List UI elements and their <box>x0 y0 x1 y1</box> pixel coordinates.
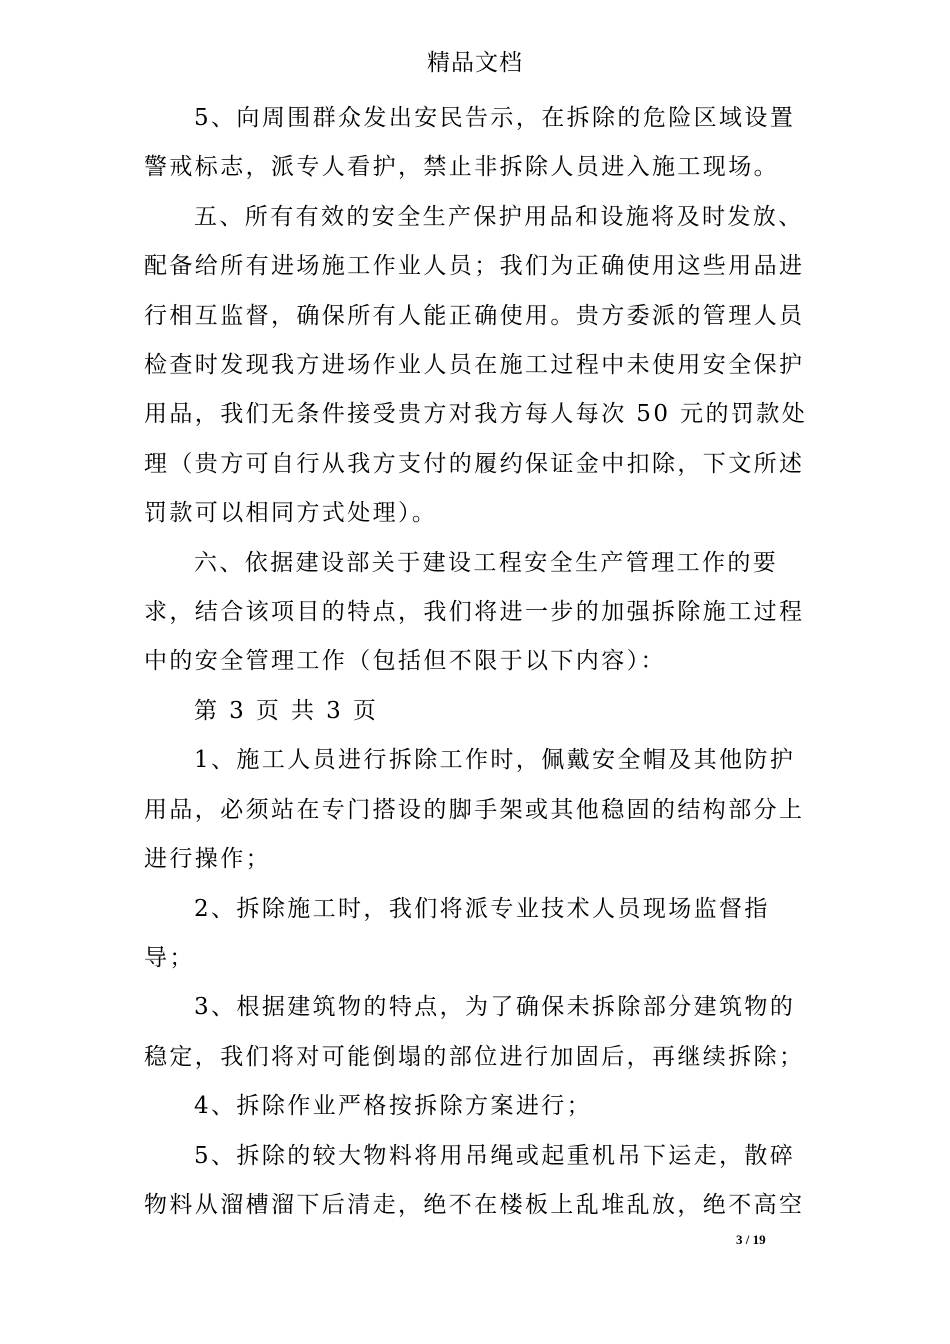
paragraph: 六、依据建设部关于建设工程安全生产管理工作的要求，结合该项目的特点，我们将进一步的加强拆除施工过程中的安全管理工作（包括但不限于以下内容）： <box>144 549 805 675</box>
paragraph: 3、根据建筑物的特点，为了确保未拆除部分建筑物的稳定，我们将对可能倒塌的部位进行加固后，再继续拆除； <box>144 994 805 1070</box>
paragraph: 4、拆除作业严格按拆除方案进行； <box>194 1093 593 1120</box>
page-number-footer: 3 / 19 <box>736 1232 766 1247</box>
page-count-note: 第 3 页 共 3 页 <box>194 697 379 724</box>
page-header-title: 精品文档 <box>427 50 523 76</box>
paragraph: 5、向周围群众发出安民告示，在拆除的危险区域设置警戒标志，派专人看护，禁止非拆除人员进入施工现场。 <box>144 105 796 181</box>
paragraph: 2、拆除施工时，我们将派专业技术人员现场监督指导； <box>144 895 770 971</box>
paragraph: 五、所有有效的安全生产保护用品和设施将及时发放、配备给所有进场施工作业人员；我们为正确使用这些用品进行相互监督，确保所有人能正确使用。贵方委派的管理人员检查时发现我方进场作业人员在施工过程中未使用安全保护用品，我们无条件接受贵方对我方每人每次 50 元的罚款处理（贵方可自行从我方支付的履约保证金中扣除，下文所述罚款可以相同方式处理）。 <box>144 203 808 527</box>
document-body <box>144 94 816 1230</box>
paragraph: 1、施工人员进行拆除工作时，佩戴安全帽及其他防护用品，必须站在专门搭设的脚手架或其他稳固的结构部分上进行操作； <box>144 747 805 873</box>
paragraph: 5、拆除的较大物料将用吊绳或起重机吊下运走，散碎物料从溜槽溜下后清走，绝不在楼板上乱堆乱放，绝不高空 <box>144 1142 805 1218</box>
